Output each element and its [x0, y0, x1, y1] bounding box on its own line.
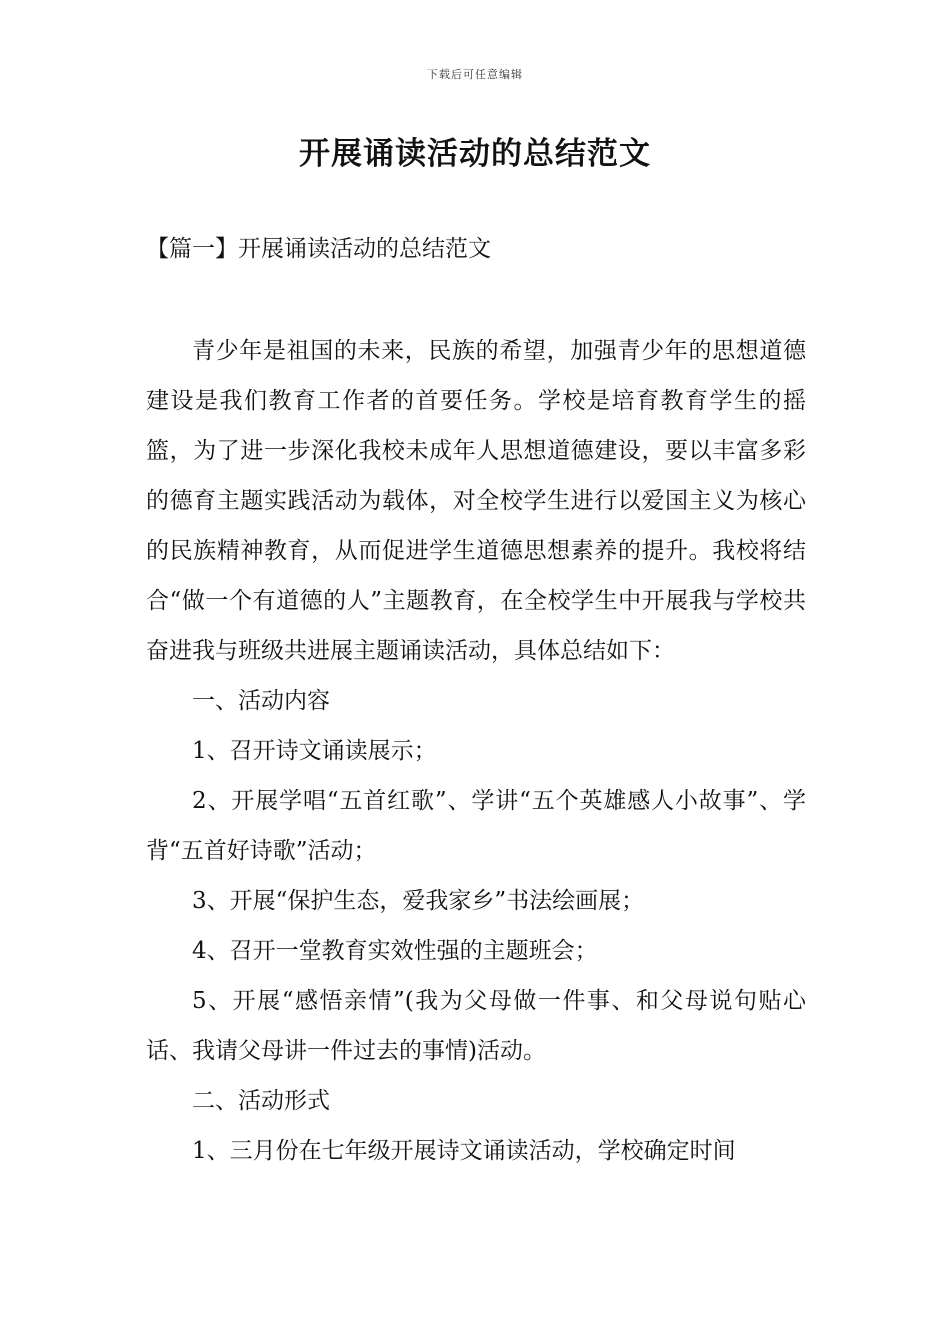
section-heading: 【篇一】开展诵读活动的总结范文 [146, 236, 491, 262]
list-item: 1、召开诗文诵读展示； [192, 738, 437, 764]
list-item: 1、三月份在七年级开展诗文诵读活动，学校确定时间 [192, 1138, 736, 1164]
intro-paragraph: 青少年是祖国的未来，民族的希望，加强青少年的思想道德建设是我们教育工作者的首要任务。学校是培育教育学生的摇篮，为了进一步深化我校未成年人思想道德建设，要以丰富多彩的德育主题实践活动为载体，对全校学生进行以爱国主义为核心的民族精神教育，从而促进学生道德思想素养的提升。我校将结合“做一个有道德的人”主题教育，在全校学生中开展我与学校共奋进我与班级共进展主题诵读活动，具体总结如下： [146, 338, 806, 664]
subheading-activity-content: 一、活动内容 [192, 688, 330, 714]
list-item: 4、召开一堂教育实效性强的主题班会； [192, 938, 598, 964]
page-header-note: 下载后可任意编辑 [427, 68, 523, 81]
subheading-activity-form: 二、活动形式 [192, 1088, 330, 1114]
document-title: 开展诵读活动的总结范文 [299, 136, 651, 172]
document-body [146, 326, 806, 1176]
list-item: 5、开展“感悟亲情”(我为父母做一件事、和父母说句贴心话、我请父母讲一件过去的事情)活动。 [146, 988, 806, 1064]
list-item: 3、开展“保护生态，爱我家乡”书法绘画展； [192, 888, 645, 914]
list-item: 2、开展学唱“五首红歌”、学讲“五个英雄感人小故事”、学背“五首好诗歌”活动； [146, 788, 806, 864]
